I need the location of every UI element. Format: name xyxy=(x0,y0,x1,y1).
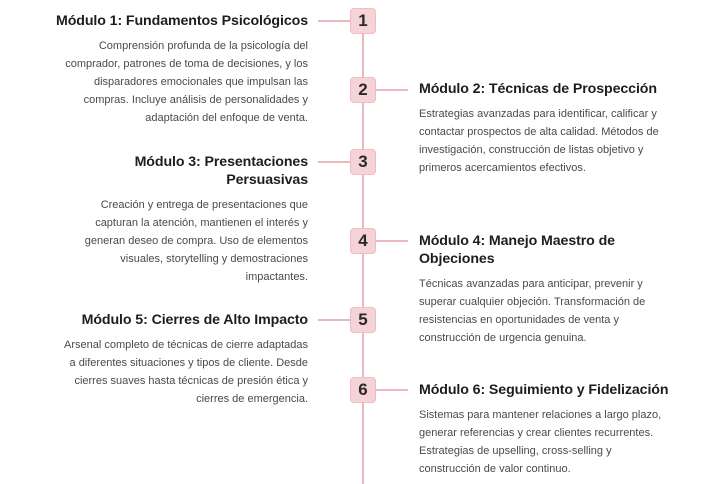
module-title: Módulo 5: Cierres de Alto Impacto xyxy=(81,312,308,328)
module-description: Estrategias avanzadas para identificar, calificar y contactar prospectos de alta calidad. Métodos de investigación, construcción de listas objetivo y primeros acercamientos efectivos. xyxy=(419,108,659,174)
step-badge-1: 1 xyxy=(350,8,376,34)
module-title: Módulo 3: Presentaciones Persuasivas xyxy=(134,154,308,188)
connector-line-1 xyxy=(318,20,351,22)
module-3 xyxy=(58,153,308,286)
step-badge-5: 5 xyxy=(350,307,376,333)
module-description: Creación y entrega de presentaciones que capturan la atención, mantienen el interés y generan deseo de compra. Uso de elementos visuales, storytelling y demostraciones impactantes. xyxy=(84,199,308,283)
connector-line-4 xyxy=(376,240,408,242)
step-badge-6: 6 xyxy=(350,377,376,403)
module-description: Arsenal completo de técnicas de cierre adaptadas a diferentes situaciones y tipos de cliente. Desde cierres suaves hasta técnicas de presión ética y cierres de emergencia. xyxy=(64,339,308,405)
module-description: Técnicas avanzadas para anticipar, prevenir y superar cualquier objeción. Transformación de resistencias en oportunidades de venta y construcción de urgencia genuina. xyxy=(419,278,646,344)
module-4 xyxy=(419,232,679,347)
module-description: Sistemas para mantener relaciones a largo plazo, generar referencias y crear clientes recurrentes. Estrategias de upselling, cross-selling y construcción de valor continuo. xyxy=(419,409,662,475)
module-description: Comprensión profunda de la psicología del comprador, patrones de toma de decisiones, y los disparadores emocionales que impulsan las compras. Incluye análisis de personalidades y adaptación del enfoque de venta. xyxy=(65,40,308,124)
module-1 xyxy=(48,12,308,127)
module-title: Módulo 4: Manejo Maestro de Objeciones xyxy=(419,233,615,267)
module-6 xyxy=(419,381,679,478)
module-title: Módulo 6: Seguimiento y Fidelización xyxy=(419,382,669,398)
module-title: Módulo 1: Fundamentos Psicológicos xyxy=(56,13,308,29)
module-2 xyxy=(419,80,679,177)
connector-line-6 xyxy=(376,389,408,391)
step-badge-3: 3 xyxy=(350,149,376,175)
connector-line-5 xyxy=(318,319,351,321)
step-badge-2: 2 xyxy=(350,77,376,103)
connector-line-3 xyxy=(318,161,351,163)
module-title: Módulo 2: Técnicas de Prospección xyxy=(419,81,657,97)
connector-line-2 xyxy=(376,89,408,91)
module-5 xyxy=(48,311,308,408)
step-badge-4: 4 xyxy=(350,228,376,254)
